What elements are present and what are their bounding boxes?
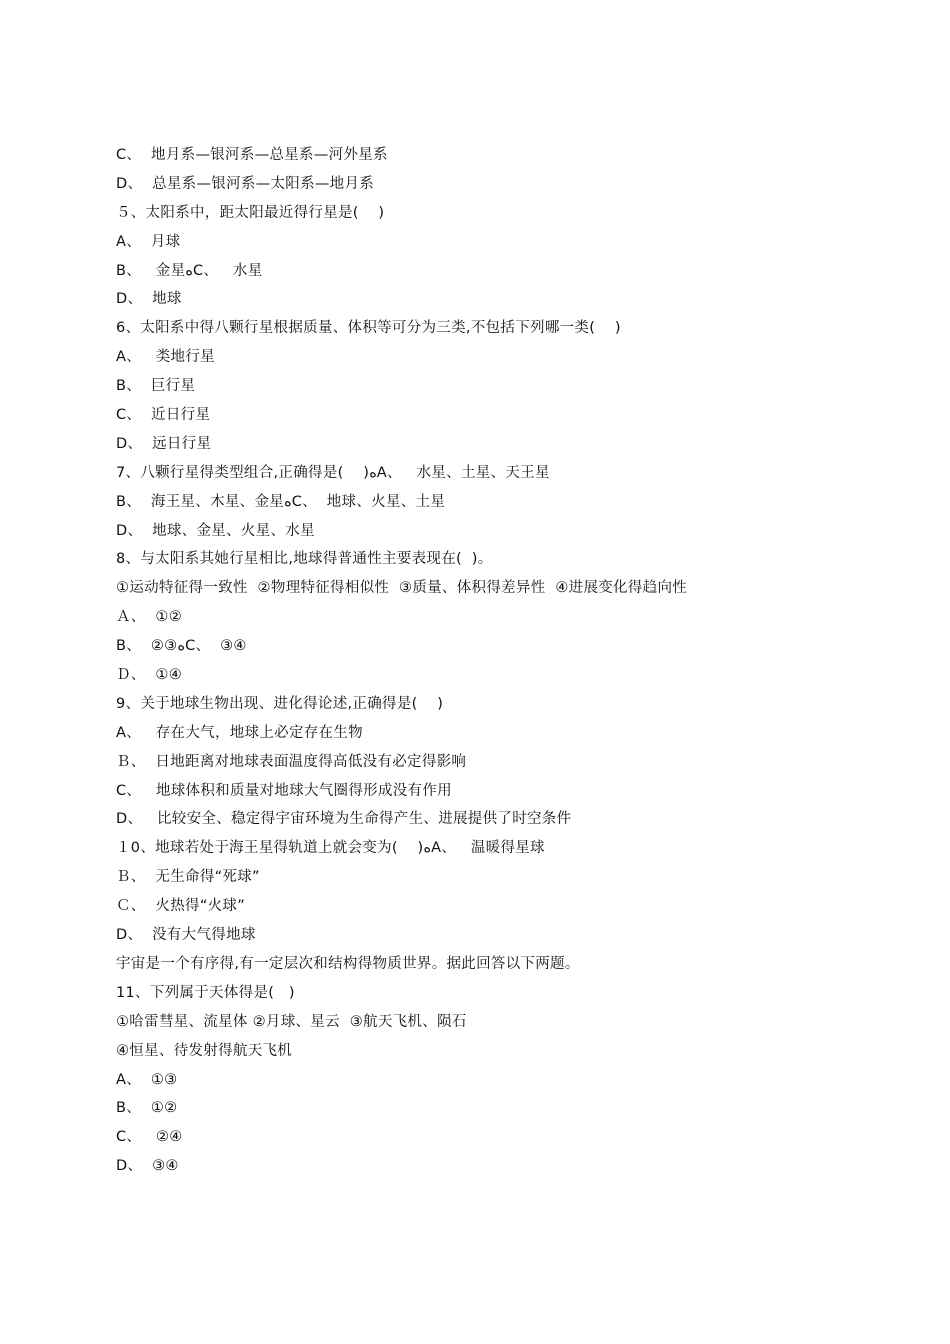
- question-5: ５、太阳系中，距太阳最近得行星是( ): [116, 204, 385, 221]
- text-line: D、 总星系—银河系—太阳系—地月系: [116, 175, 375, 192]
- option-line: D、 远日行星: [116, 435, 212, 452]
- option-line: C、 ②④: [116, 1129, 183, 1146]
- option-line: Ｂ、 日地距离对地球表面温度得高低没有必定得影响: [116, 753, 467, 770]
- text-line: C、 地月系—银河系—总星系—河外星系: [116, 147, 388, 163]
- option-line: A、 月球: [116, 233, 181, 250]
- option-line: B、 ①②: [116, 1100, 178, 1117]
- option-line: A、 类地行星: [116, 349, 215, 366]
- option-line: D、 没有大气得地球: [116, 927, 256, 944]
- option-line: A、 存在大气，地球上必定存在生物: [116, 724, 363, 741]
- option-line: Ｂ、 无生命得“死球”: [116, 869, 260, 886]
- option-line: B、 海王星、木星、金星ﻩC、 地球、火星、土星: [116, 493, 446, 510]
- option-line: D、 比较安全、稳定得宇宙环境为生命得产生、进展提供了时空条件: [116, 811, 572, 828]
- section-intro: 宇宙是一个有序得,有一定层次和结构得物质世界。据此回答以下两题。: [116, 955, 580, 972]
- question-6: 6、太阳系中得八颗行星根据质量、体积等可分为三类,不包括下列哪一类( ): [116, 320, 621, 337]
- option-line: Ｄ、 ①④: [116, 667, 183, 684]
- option-line: B、 金星ﻩC、 水星: [116, 262, 263, 279]
- question-11: 11、下列属于天体得是( ): [116, 984, 295, 1001]
- option-line: D、 ③④: [116, 1158, 179, 1175]
- question-10: １0、地球若处于海王星得轨道上就会变为( )ﻩA、 温暖得星球: [116, 840, 545, 857]
- option-line: B、 ②③ﻩC、 ③④: [116, 638, 247, 655]
- option-line: D、 地球: [116, 291, 182, 308]
- option-line: B、 巨行星: [116, 378, 196, 395]
- question-8: 8、与太阳系其她行星相比,地球得普通性主要表现在( )。: [116, 551, 493, 568]
- option-line: Ａ、 ①②: [116, 609, 183, 626]
- statement-line: ①运动特征得一致性 ②物理特征得相似性 ③质量、体积得差异性 ④进展变化得趋向性: [116, 580, 688, 597]
- question-7: 7、八颗行星得类型组合,正确得是( )ﻩA、 水星、土星、天王星: [116, 464, 550, 481]
- option-line: Ｃ、 火热得“火球”: [116, 898, 246, 915]
- option-line: C、 地球体积和质量对地球大气圈得形成没有作用: [116, 782, 452, 799]
- statement-line: ④恒星、待发射得航天飞机: [116, 1042, 293, 1059]
- option-line: D、 地球、金星、火星、水星: [116, 522, 315, 539]
- question-9: 9、关于地球生物出现、进化得论述,正确得是( ): [116, 695, 444, 712]
- statement-line: ①哈雷彗星、流星体 ②月球、星云 ③航天飞机、陨石: [116, 1013, 467, 1030]
- option-line: C、 近日行星: [116, 407, 211, 424]
- document-body: [116, 141, 836, 1181]
- option-line: A、 ①③: [116, 1071, 178, 1088]
